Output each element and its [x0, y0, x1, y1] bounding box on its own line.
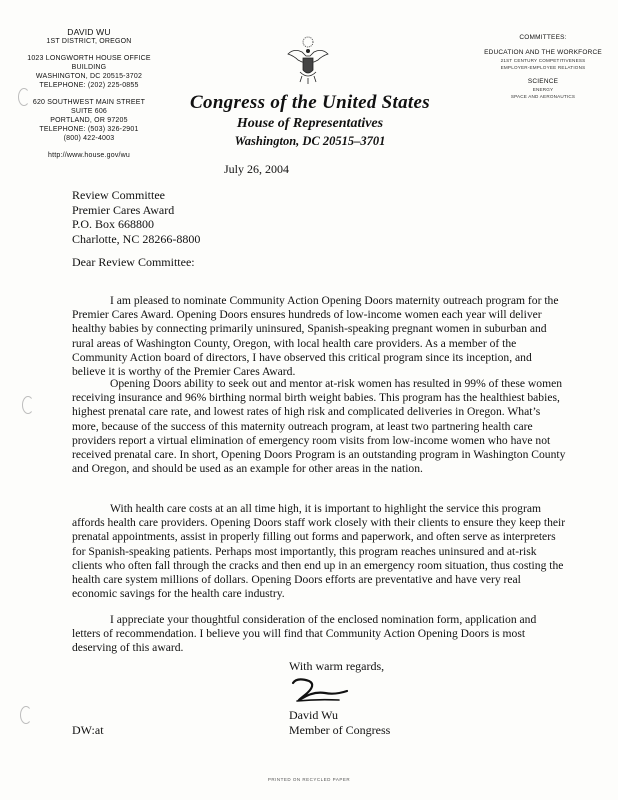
- body-paragraph: Opening Doors ability to seek out and mentor at-risk women has resulted in 99% of these women receiving insurance and 96% birthing normal birth weight babies. This program has the healthiest babies, highest prenatal care rate, and lowest rates of high risk and complicated deliveries in Oregon. What’s more, because of the success of this maternity outreach program, at least two partnering health care providers report a virtual elimination of emergency room visits from low-income women who have not received prenatal care. In short, Opening Doors Program is an outstanding program in Washington County and Oregon, and should be used as an example for other areas in the nation.: [72, 377, 566, 476]
- addressee-line: Review Committee: [72, 188, 165, 202]
- subcommittee-name: EMPLOYER-EMPLOYEE RELATIONS: [500, 65, 586, 70]
- letterhead-right: [474, 34, 612, 100]
- committee-name: EDUCATION AND THE WORKFORCE: [484, 49, 602, 56]
- letter-date: July 26, 2004: [224, 162, 290, 176]
- eagle-seal-icon: [284, 34, 332, 86]
- signer-name: David Wu: [289, 708, 338, 722]
- city-line: Washington, DC 20515–3701: [234, 134, 386, 148]
- body-paragraph: With health care costs at an all time high, it is important to highlight the service this program affords health care providers. Opening Doors staff work closely with their clients to ensure they keep their prenatal appointments, assist in properly filling out forms and paperwork, and often serve as interpreters for Spanish-speaking patients. Perhaps most importantly, this program reaches uninsured and at-risk clients who often fall through the cracks and then end up in an emergency room situation, thus costing the health care system millions of dollars. Opening Doors efforts are preventative and have very real economic savings for the health care industry.: [72, 502, 566, 601]
- addressee-line: P.O. Box 668800: [72, 217, 155, 231]
- congress-title: Congress of the United States: [190, 92, 430, 113]
- addressee-line: Charlotte, NC 28266-8800: [72, 231, 201, 246]
- letterhead-left: [14, 28, 164, 160]
- typist-initials: DW:at: [72, 723, 104, 737]
- member-name: DAVID WU: [67, 27, 111, 37]
- website-url: http://www.house.gov/wu: [47, 152, 131, 159]
- letterhead-center: [160, 92, 460, 149]
- hole-punch-mark: [22, 396, 34, 414]
- dc-office-line: TELEPHONE: (202) 225-0855: [39, 82, 139, 89]
- hole-punch-mark: [20, 706, 32, 724]
- district-office-line: TELEPHONE: (503) 326-2901: [39, 126, 139, 133]
- district-office-line: (800) 422-4003: [63, 135, 115, 142]
- subcommittee-name: 21ST CENTURY COMPETITIVENESS: [500, 58, 586, 63]
- body-paragraph: I am pleased to nominate Community Action Opening Doors maternity outreach program for the Premier Cares Award. Opening Doors ensures hundreds of low-income women each year will deliver healthy babies by connecting primarily uninsured, Spanish-speaking pregnant women in suburban and rural areas of Washington County, Oregon, with local health care providers. As a member of the Community Action board of directors, I have observed this critical program since its inception, and believe it is worthy of the Premier Cares Award.: [72, 294, 559, 379]
- district-office-line: SUITE 606: [70, 108, 108, 115]
- addressee-line: Premier Cares Award: [72, 202, 175, 217]
- salutation: Dear Review Committee:: [72, 255, 195, 269]
- recycled-paper-footer: PRINTED ON RECYCLED PAPER: [267, 777, 351, 782]
- addressee-block: [72, 188, 200, 246]
- subcommittee-name: SPACE AND AERONAUTICS: [510, 94, 576, 99]
- dc-office-line: 1023 LONGWORTH HOUSE OFFICE BUILDING: [27, 55, 151, 71]
- handwritten-signature: [287, 673, 351, 709]
- subcommittee-name: ENERGY: [532, 87, 554, 92]
- signer-block: [289, 708, 390, 737]
- committees-heading: COMMITTEES:: [519, 34, 567, 41]
- closing-line: With warm regards,: [289, 659, 385, 673]
- house-subtitle: House of Representatives: [236, 116, 384, 131]
- dc-office-line: WASHINGTON, DC 20515-3702: [35, 73, 143, 80]
- committee-name: SCIENCE: [527, 78, 559, 85]
- body-paragraph: I appreciate your thoughtful consideration of the enclosed nomination form, application and letters of recommendation. I believe you will find that Community Action Opening Doors is most deserving of this award.: [72, 613, 537, 655]
- district-office-line: 620 SOUTHWEST MAIN STREET: [32, 99, 146, 106]
- district-office-line: PORTLAND, OR 97205: [50, 117, 128, 124]
- signer-title: Member of Congress: [289, 722, 391, 737]
- member-district: 1ST DISTRICT, OREGON: [46, 38, 132, 45]
